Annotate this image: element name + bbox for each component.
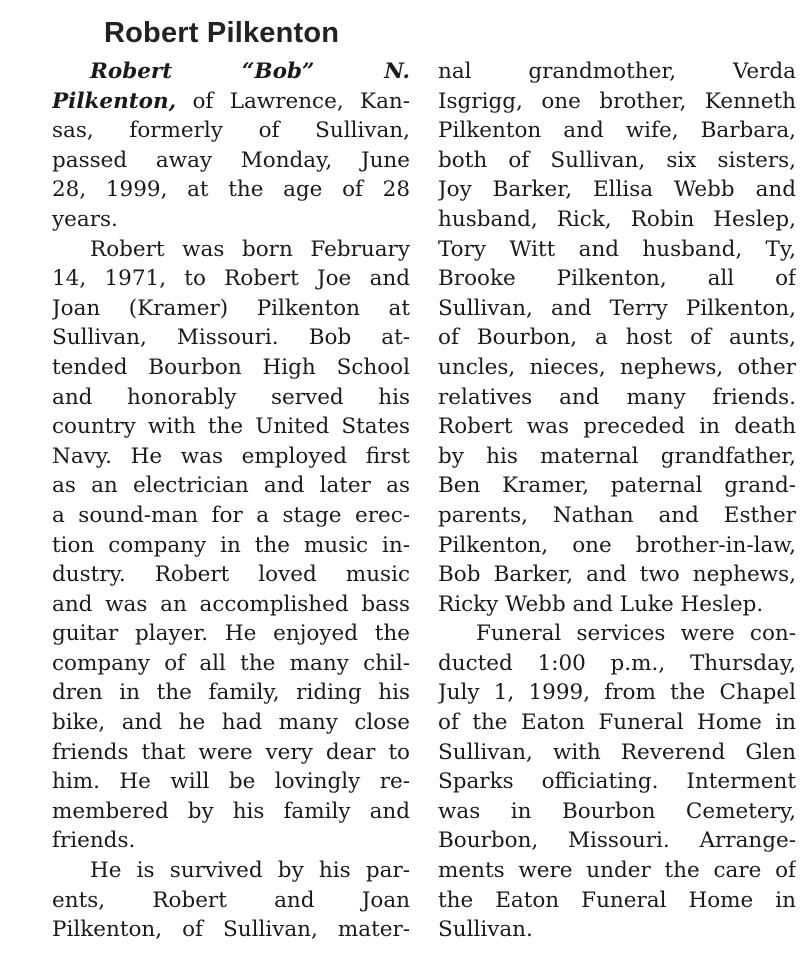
- text-line: him. He will be lovingly re-: [52, 769, 410, 795]
- text-line: 14, 1971, to Robert Joe and: [52, 266, 410, 292]
- text-line: both of Sullivan, six sisters,: [438, 147, 796, 173]
- text-line: passed away Monday, June: [52, 147, 410, 173]
- text-line: Navy. He was employed first: [52, 443, 410, 469]
- text-line: friends.: [52, 828, 136, 854]
- text-line: uncles, nieces, nephews, other: [438, 354, 796, 380]
- text-line: of the Eaton Funeral Home in: [438, 710, 796, 736]
- text-line: dustry. Robert loved music: [52, 562, 410, 588]
- text-line: Joan (Kramer) Pilkenton at: [52, 295, 410, 321]
- text-line: ments were under the care of: [438, 858, 796, 884]
- text-line: Bourbon, Missouri. Arrange-: [438, 828, 796, 854]
- deceased-name: Robert “Bob” N.: [90, 59, 410, 84]
- text-line: country with the United States: [52, 414, 410, 440]
- text-line: ents, Robert and Joan: [52, 887, 410, 913]
- text-line: of Bourbon, a host of aunts,: [438, 325, 796, 351]
- text-line: tended Bourbon High School: [52, 354, 410, 380]
- left-column: [52, 57, 410, 945]
- text-line: guitar player. He enjoyed the: [52, 621, 410, 647]
- text-line: friends that were very dear to: [52, 739, 410, 765]
- text-line: Pilkenton, one brother-in-law,: [438, 532, 796, 558]
- deceased-name: Pilkenton,: [52, 88, 177, 114]
- text-line: July 1, 1999, from the Chapel: [438, 680, 796, 706]
- text-line: years.: [52, 206, 118, 232]
- text-line: He is survived by his par-: [90, 858, 410, 884]
- text-line: sas, formerly of Sullivan,: [52, 118, 410, 144]
- text-line: Sullivan.: [438, 917, 533, 943]
- text-line: Robert was born February: [90, 236, 410, 262]
- text-line: Sullivan, Missouri. Bob at-: [52, 325, 410, 351]
- obituary-title: Robert Pilkenton: [104, 17, 340, 49]
- text-line: nal grandmother, Verda: [438, 59, 796, 84]
- text-line: a sound-man for a stage erec-: [52, 502, 410, 528]
- text-line: Ben Kramer, paternal grand-: [438, 473, 796, 499]
- text-line: Pilkenton and wife, Barbara,: [438, 118, 796, 144]
- text-line: Joy Barker, Ellisa Webb and: [438, 177, 796, 203]
- text-line: dren in the family, riding his: [52, 680, 410, 706]
- text-line: husband, Rick, Robin Heslep,: [438, 206, 796, 232]
- text-line: Sullivan, with Reverend Glen: [438, 739, 796, 765]
- text-line: by his maternal grandfather,: [438, 443, 796, 469]
- text-line: ducted 1:00 p.m., Thursday,: [438, 650, 796, 676]
- text-line: Bob Barker, and two nephews,: [438, 562, 796, 588]
- text-line: Sullivan, and Terry Pilkenton,: [438, 295, 796, 321]
- text-line: parents, Nathan and Esther: [438, 502, 796, 528]
- text-line: Isgrigg, one brother, Kenneth: [438, 88, 796, 114]
- text-line: membered by his family and: [52, 798, 410, 824]
- text-line: 28, 1999, at the age of 28: [52, 177, 410, 203]
- text-line: Pilkenton, of Sullivan, mater-: [52, 917, 410, 943]
- text-line: was in Bourbon Cemetery,: [438, 798, 796, 824]
- text-line: Robert was preceded in death: [438, 414, 796, 440]
- text-line: Tory Witt and husband, Ty,: [438, 236, 796, 262]
- text-line: Brooke Pilkenton, all of: [438, 266, 796, 292]
- right-column: [438, 57, 796, 945]
- text-line: relatives and many friends.: [438, 384, 796, 410]
- text-line: and honorably served his: [52, 384, 410, 410]
- text-line: the Eaton Funeral Home in: [438, 887, 796, 913]
- text-segment: of Lawrence, Kan-: [176, 88, 410, 114]
- text-line: tion company in the music in-: [52, 532, 410, 558]
- text-line: Ricky Webb and Luke Heslep.: [438, 591, 764, 617]
- text-line: [52, 87, 410, 117]
- text-line: company of all the many chil-: [52, 650, 410, 676]
- text-line: and was an accomplished bass: [52, 591, 410, 617]
- text-line: bike, and he had many close: [52, 710, 410, 736]
- text-line: Funeral services were con-: [476, 621, 796, 647]
- text-line: [52, 57, 410, 87]
- text-line: Sparks officiating. Interment: [438, 769, 796, 795]
- text-line: as an electrician and later as: [52, 473, 410, 499]
